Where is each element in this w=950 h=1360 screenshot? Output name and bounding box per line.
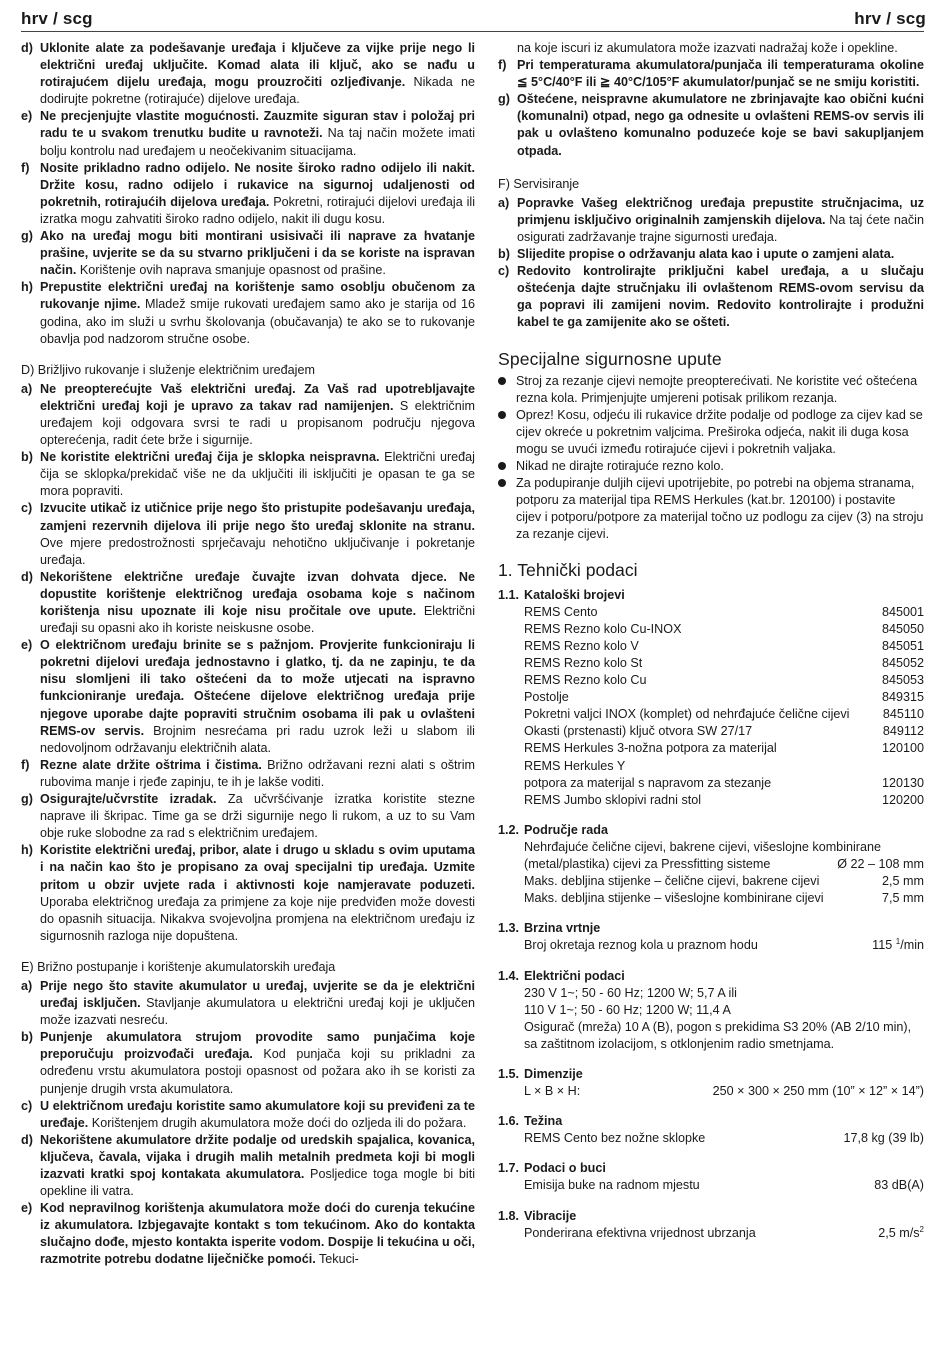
section-number: 1.6. — [498, 1114, 520, 1129]
bullet-icon — [498, 458, 516, 475]
data-row — [524, 689, 924, 706]
row-value: 845050 — [881, 621, 924, 636]
list-marker: h) — [21, 843, 33, 858]
section-heading-f: F) Servisiranje — [498, 176, 580, 191]
section-number: 1.5. — [498, 1066, 520, 1081]
list-item — [498, 195, 924, 246]
list-marker: e) — [21, 638, 33, 653]
row-label: REMS Herkules Y — [524, 758, 626, 773]
bullet-icon — [498, 475, 516, 543]
section-title: Električni podaci — [524, 968, 625, 983]
list-text: Osigurajte/učvrstite izradak. Za učvršćivanje izratka koristite stezne naprave ili škripac. Time ga se drži sigurnije nego li rukom, a uz to su Vam obje ruke slobodne za rad s električnim uređajem. — [40, 792, 475, 841]
row-label: Maks. debljina stijenke – čelične cijevi, bakrene cijevi — [524, 874, 820, 889]
section-number: 1.3. — [498, 921, 520, 936]
list-item — [21, 1132, 475, 1200]
right-column — [498, 40, 924, 1242]
special-safety-title: Specijalne sigurnosne upute — [498, 348, 722, 369]
section-1-3 — [498, 920, 924, 954]
section-number: 1.2. — [498, 822, 520, 837]
list-item — [498, 263, 924, 331]
bullet-item — [498, 373, 924, 407]
section-1-7 — [498, 1160, 924, 1194]
left-column — [21, 40, 475, 1269]
speed-value: 115 $^1$/min — [872, 937, 924, 953]
row-value: 845110 — [882, 707, 924, 722]
section-1-5 — [498, 1066, 924, 1100]
section-title: Podaci o buci — [524, 1161, 606, 1176]
section-number: 1.1. — [498, 587, 520, 602]
list-item — [498, 91, 924, 159]
list-text: Nekorištene akumulatore držite podalje od uredskih spajalica, kovanica, ključeva, čavala, vijaka i drugih malih metalnih predmeta koji bi mogli izazvati kratki spoj kontakata akumulatora. Posljedice toga mogle bi biti opekline ili vatra. — [40, 1132, 475, 1199]
row-value: 845053 — [881, 673, 924, 688]
list-item — [21, 40, 475, 108]
speed-label: Broj okretaja reznog kola u praznom hodu — [524, 938, 758, 953]
list-marker: g) — [21, 229, 33, 244]
row-value: 2,5 mm — [882, 874, 924, 889]
section-title: Vibracije — [524, 1208, 577, 1223]
bullet-item — [498, 475, 924, 543]
data-row — [524, 604, 924, 621]
list-marker: g) — [498, 92, 510, 107]
list-item — [21, 978, 475, 1029]
list-text: Ne preopterećujte Vaš električni uređaj. Za Vaš rad upotrebljavajte električni uređaj koji je upravo za takav rad namijenjen. S električnim uređajem koji odgovara svrsi te radi u propisanom području njegova opterećenja, radit ćete brže i sigurnije. — [40, 381, 475, 448]
electrical-line: 230 V 1~; 50 - 60 Hz; 1200 W; 5,7 A ili — [524, 985, 737, 1000]
row-value: 120100 — [881, 741, 924, 756]
working-range-list — [524, 856, 924, 907]
list-marker: a) — [498, 195, 510, 210]
special-safety-bullets — [498, 373, 924, 544]
list-item — [21, 449, 475, 500]
list-item — [21, 842, 475, 945]
row-label: REMS Rezno kolo V — [524, 638, 639, 653]
electrical-line: 110 V 1~; 50 - 60 Hz; 1200 W; 11,4 A — [524, 1002, 731, 1017]
row-value: 845051 — [881, 638, 924, 653]
list-text: O električnom uređaju brinite se s pažnjom. Provjerite funkcioniraju li pokretni dijelovi uređaja jednostavno i glatko, tj. da ne zapinju, te da nisu slomljeni ili tako oštećeni da to može utjecati na ispravno funkcioniranje uređaja. Oštećene dijelove električnog uređaja prije njegove uporabe dajte popraviti stručnim osobama ili pak u ovlašteni REMS-ov servis. Brojnim nesrećama pri radu uzrok leži u slabom ili nedovoljnom održavanju električnih alata. — [40, 638, 475, 755]
section-number: 1.7. — [498, 1161, 520, 1176]
vibration-value: 2,5 $m/s^2$ — [878, 1224, 924, 1240]
list-text: Uklonite alate za podešavanje uređaja i ključeve za vijke prije nego li električni uređaj uključite. Komad alata ili ključ, ako se nađu u rotirajućem dijelu uređaja, mogu prouzročiti ozljeđivanje. Nikada ne dodirujte pokretne (rotirajuće) dijelove uređaja. — [40, 41, 475, 107]
safety-list-f — [498, 195, 924, 332]
list-item — [21, 791, 475, 842]
data-row — [524, 655, 924, 672]
list-marker: h) — [21, 280, 33, 295]
list-item — [21, 279, 475, 347]
safety-list-e-continued — [498, 57, 924, 160]
section-title: Dimenzije — [524, 1066, 583, 1081]
section-heading-d: D) Brižljivo rukovanje i služenje električnim uređajem — [21, 362, 315, 377]
vibration-label: Ponderirana efektivna vrijednost ubrzanja — [524, 1225, 756, 1240]
list-text: Nosite prikladno radno odijelo. Ne nosite široko radno odijelo ili nakit. Držite kosu, radno odijelo i rukavice na sigurnoj udaljenosti od pokretnih, rotirajućih dijelova uređaja. Pokretni, rotirajući dijelovi uređaja ili izratka mogu zahvatiti široko radno odijelo, nakit ili dugu kosu. — [40, 160, 475, 226]
list-text: Oštećene, neispravne akumulatore ne zbrinjavajte kao obični kućni (komunalni) otpad, nego ga odnesite u ovlašteni REMS-ov servis ili pak u ovlašteno komunalno poduzeće koje se bavi sakupljanjem otpada. — [517, 92, 924, 158]
list-marker: b) — [21, 1030, 33, 1045]
bullet-text: Stroj za rezanje cijevi nemojte preopterećivati. Ne koristite već oštećena rezna kola. Primjenjujte umjereni potisak prilikom rezanja. — [516, 373, 918, 405]
data-row — [524, 758, 924, 775]
safety-list-e — [21, 978, 475, 1269]
weight-value: 17,8 kg (39 lb) — [843, 1131, 924, 1146]
list-item — [21, 1200, 475, 1268]
working-range-intro: Nehrđajuće čelične cijevi, bakrene cijevi, višeslojne kombinirane — [524, 839, 881, 854]
data-row — [524, 706, 924, 723]
row-label: REMS Rezno kolo Cu-INOX — [524, 621, 682, 636]
bullet-item — [498, 458, 924, 475]
list-marker: g) — [21, 792, 33, 807]
list-marker: e) — [21, 109, 33, 124]
list-marker: f) — [498, 58, 507, 73]
header-divider — [21, 31, 924, 32]
list-marker: c) — [21, 1098, 33, 1113]
section-number: 1.8. — [498, 1208, 520, 1223]
section-heading-e: E) Brižno postupanje i korištenje akumulatorskih uređaja — [21, 959, 336, 974]
list-item — [21, 1098, 475, 1132]
list-text: Ne precjenjujte vlastite mogućnosti. Zauzmite siguran stav i položaj pri radu te u svakom trenutku budite u ravnoteži. Na taj način možete imati bolju kontrolu nad uređajem u neočekivanim situacijama. — [40, 109, 476, 158]
electrical-line: Osigurač (mreža) 10 A (B), pogon s prekidima S3 20% (AB 2/10 min), sa zaštitnom izolacijom, s otklonjenim radio smetnjama. — [524, 1019, 912, 1051]
row-value: 849315 — [881, 690, 924, 705]
list-marker: c) — [498, 264, 510, 279]
list-item — [21, 228, 475, 279]
list-text: Kod nepravilnog korištenja akumulatora može doći do curenja tekućine iz akumulatora. Izbjegavajte kontakt s tom tekućinom. Ako do kontakta slučajno dođe, mjesto kontakta isperite vodom. Dospije li tekućina u oči, razmotrite potrebu dodatne liječničke pomoći. Tekuci- — [40, 1201, 475, 1267]
bullet-item — [498, 407, 924, 458]
list-item — [21, 500, 475, 568]
safety-list-d — [21, 381, 475, 945]
bullet-text: Nikad ne dirajte rotirajuće rezno kolo. — [516, 459, 724, 474]
list-marker: d) — [21, 569, 33, 584]
list-text: Prije nego što stavite akumulator u uređaj, uvjerite se da je električni uređaj isključen. Stavljanje akumulatora u električni uređaj koji je uključen može izazvati nesreću. — [40, 978, 475, 1028]
section-title: Težina — [524, 1114, 563, 1129]
row-label: Maks. debljina stijenke – višeslojne kombinirane cijevi — [524, 891, 824, 906]
list-text: Rezne alate držite oštrima i čistima. Brižno održavani rezni alati s oštrim rubovima manje i rjeđe zapinju, te ih je lakše voditi. — [40, 757, 475, 789]
list-text: Redovito kontrolirajte priključni kabel uređaja, a u slučaju oštećenja dajte stručnjaku ili ovlaštenom REMS-ovom servisu da ga popravi ili zamijeni novim. Redovito kontrolirajte i produžni kabel te ga zamijenite ako se ošteti. — [517, 264, 924, 330]
continuation-text: na koje iscuri iz akumulatora može izazvati nadražaj kože i opekline. — [517, 41, 898, 55]
list-item — [21, 381, 475, 449]
row-label: REMS Rezno kolo St — [524, 656, 643, 670]
list-item — [21, 108, 475, 159]
list-item — [21, 569, 475, 637]
list-text: Koristite električni uređaj, pribor, alate i drugo u skladu s ovim uputama i na način kao što je propisano za ovaj specijalni tip uređaja. Uzmite pritom u obzir uvjete rada i aktivnosti koje namjeravate poduzeti. Uporaba električnog uređaja za primjene za koje nije predviđen može dovesti do opasnih situacija. Nikakva svojevoljna promjena na električnom uređaju iz sigurnosnih razloga nije dopuštena. — [40, 843, 475, 943]
page-header-language-left: hrv / scg — [21, 9, 93, 28]
list-item — [21, 757, 475, 791]
list-item — [498, 57, 924, 91]
row-value: 120130 — [881, 775, 924, 790]
row-label: Postolje — [524, 690, 569, 705]
data-row — [524, 740, 924, 757]
data-row — [524, 672, 924, 689]
list-marker: f) — [21, 160, 30, 175]
technical-data-title: 1. Tehnički podaci — [498, 559, 638, 580]
section-title: Područje rada — [524, 822, 608, 837]
data-row — [524, 856, 924, 873]
list-item — [21, 1029, 475, 1097]
data-row — [524, 621, 924, 638]
list-marker: b) — [498, 247, 510, 262]
list-marker: a) — [21, 381, 33, 396]
page-header-language-right: hrv / scg — [854, 9, 926, 28]
row-value: 120200 — [881, 792, 924, 807]
list-text: Punjenje akumulatora strujom provodite samo punjačima koje preporučuju proizvođači uređaja. Kod punjača koji su prikladni za određenu vrstu akumulatora postoji opasnost od požara ako ih se koristi za punjenje drugih vrsta akumulatora. — [40, 1030, 475, 1096]
data-row — [524, 792, 924, 809]
dimensions-label: L × B × H: — [524, 1084, 581, 1099]
noise-label: Emisija buke na radnom mjestu — [524, 1178, 700, 1193]
row-label: REMS Cento — [524, 604, 598, 619]
row-label: Okasti (prstenasti) ključ otvora SW 27/17 — [524, 724, 753, 739]
row-label: REMS Herkules 3-nožna potpora za materijal — [524, 741, 777, 756]
section-1-2 — [498, 822, 924, 907]
list-marker: d) — [21, 41, 33, 55]
list-text: Izvucite utikač iz utičnice prije nego što pristupite podešavanju uređaja, zamjeni rezervnih dijelova ili prije nego što uređaj sklonite na stranu. Ove mjere predostrožnosti sprječavaju nehotično uključivanje i pokretanje uređaja. — [40, 501, 475, 567]
section-1-8 — [498, 1208, 924, 1242]
section-1-4 — [498, 968, 924, 1053]
dimensions-value: 250 × 300 × 250 mm (10” × 12” × 14”) — [712, 1084, 924, 1099]
list-text: Pri temperaturama akumulatora/punjača ili temperaturama okoline ≦ 5°C/40°F ili ≧ 40°C/105°F akumulator/punjač se ne smiju koristiti. — [517, 58, 924, 90]
bullet-text: Oprez! Kosu, odjeću ili rukavice držite podalje od podloge za cijev kad se cijev okreće u pokretnim valjcima. Preširoka odjeća, nakit ili duga kosa mogu se uvući između rotirajuće cijevi i pokretnih valjaka. — [516, 407, 923, 456]
list-marker: b) — [21, 450, 33, 465]
row-label: (metal/plastika) cijevi za Pressfitting sisteme — [524, 857, 771, 872]
safety-list-c-continued — [21, 40, 475, 348]
row-label: potpora za materijal s napravom za stezanje — [524, 775, 772, 790]
section-title: Brzina vrtnje — [524, 921, 601, 936]
list-marker: a) — [21, 978, 33, 993]
bullet-icon — [498, 407, 516, 458]
section-1-6 — [498, 1113, 924, 1147]
data-row — [524, 723, 924, 740]
section-number: 1.4. — [498, 968, 520, 983]
data-row — [524, 775, 924, 792]
list-marker: e) — [21, 1201, 33, 1216]
list-text: Ne koristite električni uređaj čija je sklopka neispravna. Električni uređaj čija se sklopka/prekidač više ne da uključiti ili isključiti je opasan te ga se mora popraviti. — [40, 450, 475, 499]
row-value: 845001 — [881, 604, 924, 619]
catalog-numbers-list — [498, 604, 924, 809]
row-value: 845052 — [881, 656, 924, 670]
section-1-1 — [498, 587, 924, 809]
list-marker: c) — [21, 501, 33, 516]
row-label: REMS Rezno kolo Cu — [524, 673, 647, 688]
weight-label: REMS Cento bez nožne sklopke — [524, 1131, 706, 1146]
list-text: Prepustite električni uređaj na korištenje samo osoblju obučenom za rukovanje njime. Mladež smije rukovati uređajem samo ako je starija od 16 godina, ako im služi u svrhu školovanja (obučavanja) te ako se to rukovanje obavlja pod nadzorom stručne osobe. — [40, 280, 475, 346]
list-text: Popravke Vašeg električnog uređaja prepustite stručnjacima, uz primjenu isključivo originalnih zamjenskih dijelova. Na taj ćete način osigurati zadržavanje trajne sigurnosti uređaja. — [517, 195, 924, 244]
data-row — [524, 873, 924, 890]
row-value: 7,5 mm — [882, 891, 924, 906]
list-item — [21, 637, 475, 757]
list-item — [498, 246, 924, 263]
row-label: REMS Jumbo sklopivi radni stol — [524, 792, 702, 807]
list-marker: f) — [21, 757, 30, 772]
list-text: U električnom uređaju koristite samo akumulatore koji su previđeni za te uređaje. Korištenjem drugih akumulatora može doći do ozljeda ili do požara. — [40, 1098, 475, 1130]
data-row — [524, 890, 924, 907]
noise-value: 83 dB(A) — [874, 1178, 924, 1193]
list-text: Slijedite propise o održavanju alata kao i upute o zamjeni alata. — [517, 247, 895, 262]
row-value: 849112 — [882, 724, 924, 739]
list-text: Ako na uređaj mogu biti montirani usisivači ili naprave za hvatanje prašine, uvjerite se da su stvarno priključeni i da se koriste na ispravan način. Korištenje ovih naprava smanjuje opasnost od prašine. — [40, 229, 475, 278]
list-marker: d) — [21, 1132, 33, 1147]
section-title: Kataloški brojevi — [524, 587, 625, 602]
list-item — [21, 160, 475, 228]
row-value: Ø 22 – 108 mm — [837, 857, 924, 872]
bullet-icon — [498, 373, 516, 407]
data-row — [524, 638, 924, 655]
row-label: Pokretni valjci INOX (komplet) od nehrđajuće čelične cijevi — [524, 707, 850, 722]
bullet-text: Za podupiranje duljih cijevi upotrijebite, po potrebi na objema stranama, potporu za materijal tipa REMS Herkules (kat.br. 120100) i postavite cijev i potporu/potpore za materijal točno uz podlogu za cijev (3) na stroju za rezanje cijevi. — [516, 476, 924, 542]
list-text: Nekorištene električne uređaje čuvajte izvan dohvata djece. Ne dopustite korištenje električnog uređaja osobama koje s načinom korištenja nisu upoznate ili koje nisu pročitale ove upute. Električni uređaji su opasni ako ih koriste neiskusne osobe. — [40, 569, 475, 636]
